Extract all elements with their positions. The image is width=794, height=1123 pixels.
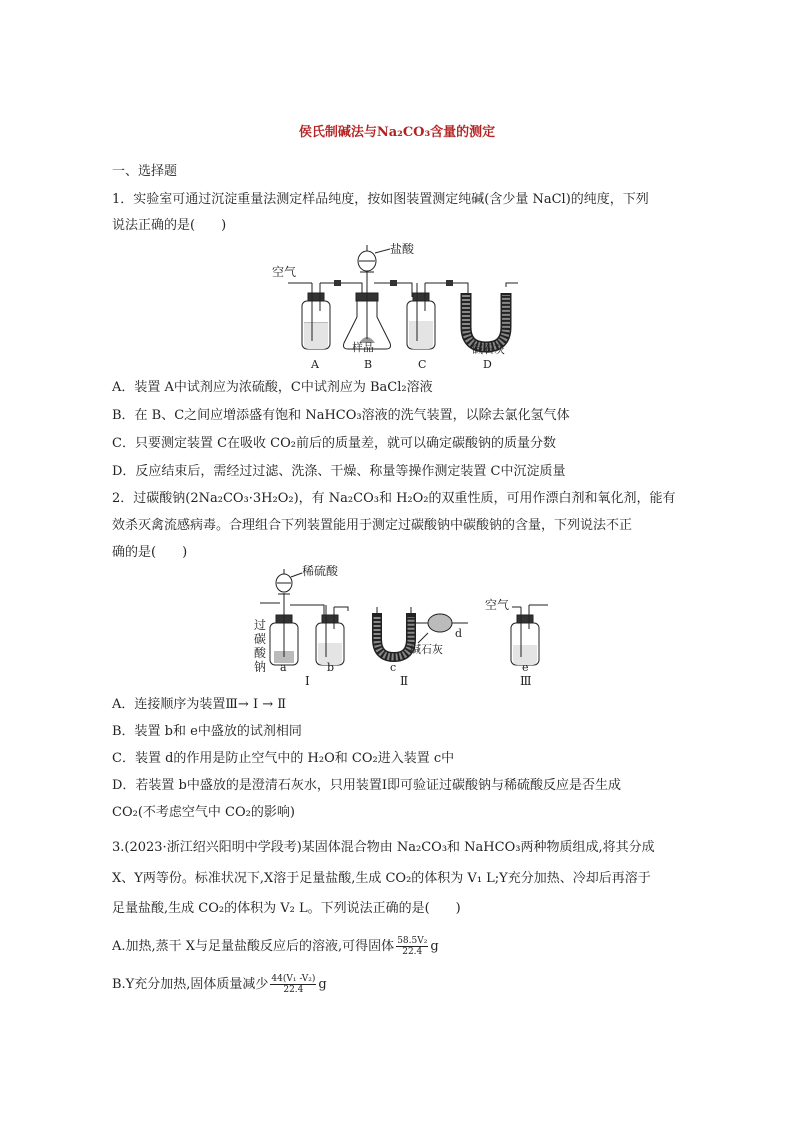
label-c: c bbox=[390, 661, 397, 674]
set-3-label: Ⅲ bbox=[520, 674, 532, 688]
acid-label: 稀硫酸 bbox=[302, 565, 339, 578]
q3-option-a bbox=[112, 936, 439, 957]
bottle-e bbox=[511, 605, 548, 665]
q2-option-b: B．装置 b和 e中盛放的试剂相同 bbox=[112, 724, 302, 739]
label-a: A bbox=[311, 358, 319, 371]
q3-option-b bbox=[112, 974, 327, 995]
label-d: d bbox=[455, 627, 463, 640]
q2-option-d-line1: D．若装置 b中盛放的是澄清石灰水，只用装置Ⅰ即可验证过碳酸钠与稀硫酸反应是否生成 bbox=[112, 778, 622, 793]
u-tube-c bbox=[377, 607, 411, 657]
air-label: 空气 bbox=[272, 265, 297, 279]
q3-option-b-text: B.Y充分加热,固体质量减少 bbox=[112, 977, 269, 992]
q2-stem-line1: 2．过碳酸钠(2Na₂CO₃·3H₂O₂)，有 Na₂CO₃和 H₂O₂的双重性质，可用作漂白剂和氧化剂，能有 bbox=[112, 491, 676, 506]
air-label: 空气 bbox=[485, 598, 510, 612]
bottle-c bbox=[407, 283, 435, 349]
section-heading: 一、选择题 bbox=[112, 164, 178, 179]
fraction-denominator: 22.4 bbox=[283, 985, 304, 995]
q3-stem-line2: X、Y两等份。标准状况下,X溶于足量盐酸,生成 CO₂的体积为 V₁ L;Y充分加热、冷却后再溶于 bbox=[112, 871, 651, 886]
q2-apparatus-figure bbox=[250, 565, 560, 690]
flask-b bbox=[344, 245, 391, 349]
bottle-a-with-funnel bbox=[260, 569, 324, 665]
q1-stem-line1: 1．实验室可通过沉淀重量法测定样品纯度，按如图装置测定纯碱(含少量 NaCl)的纯度，下列 bbox=[112, 192, 649, 207]
label-a: a bbox=[280, 661, 287, 674]
sample-label-4: 钠 bbox=[254, 660, 267, 674]
q2-option-c: C．装置 d的作用是防止空气中的 H₂O和 CO₂进入装置 c中 bbox=[112, 751, 455, 766]
q2-stem-line2: 效杀灭禽流感病毒。合理组合下列装置能用于测定过碳酸钠中碳酸钠的含量，下列说法不正 bbox=[112, 518, 633, 533]
q1-option-c: C．只要测定装置 C在吸收 CO₂前后的质量差，就可以确定碳酸钠的质量分数 bbox=[112, 436, 556, 451]
fraction-numerator: 58.5V₂ bbox=[397, 936, 428, 946]
q1-option-d: D．反应结束后，需经过过滤、洗涤、干燥、称量等操作测定装置 C中沉淀质量 bbox=[112, 464, 566, 479]
q1-apparatus-figure bbox=[262, 243, 532, 373]
acid-label: 盐酸 bbox=[390, 243, 415, 256]
q2-option-d-line2: CO₂(不考虑空气中 CO₂的影响) bbox=[112, 805, 295, 820]
label-d: D bbox=[483, 358, 492, 371]
fraction-numerator: 44(V₁ -V₂) bbox=[271, 974, 316, 984]
set-2-label: Ⅱ bbox=[400, 674, 409, 688]
q3-option-a-text: A.加热,蒸干 X与足量盐酸反应后的溶液,可得固体 bbox=[112, 939, 395, 954]
q1-stem-line2: 说法正确的是( ) bbox=[112, 218, 227, 233]
label-b: B bbox=[364, 358, 373, 371]
sample-label-3: 酸 bbox=[254, 646, 267, 660]
q3-stem-line1: 3.(2023·浙江绍兴阳明中学段考)某固体混合物由 Na₂CO₃和 NaHCO₃两种物质组成,将其分成 bbox=[112, 840, 655, 855]
soda-lime-label: 碱石灰 bbox=[472, 343, 505, 356]
bottle-a bbox=[302, 283, 330, 349]
u-tube-d bbox=[466, 283, 518, 347]
q3-option-a-fraction bbox=[396, 936, 428, 957]
sample-label-2: 碳 bbox=[254, 632, 267, 646]
label-e: e bbox=[522, 661, 529, 674]
unit: g bbox=[318, 977, 327, 992]
q2-stem-line3: 确的是( ) bbox=[112, 545, 188, 560]
soda-lime-label: 碱石灰 bbox=[410, 643, 443, 656]
label-c: C bbox=[418, 358, 427, 371]
bottle-b bbox=[316, 605, 348, 665]
unit: g bbox=[430, 939, 439, 954]
page-title: 侯氏制碱法与Na₂CO₃含量的测定 bbox=[298, 125, 496, 140]
sample-label-1: 过 bbox=[254, 618, 267, 632]
q1-option-b: B．在 B、C之间应增添盛有饱和 NaHCO₃溶液的洗气装置，以除去氯化氢气体 bbox=[112, 408, 570, 423]
set-1-label: Ⅰ bbox=[305, 674, 310, 688]
fraction-denominator: 22.4 bbox=[402, 947, 423, 957]
q1-option-a: A．装置 A中试剂应为浓硫酸，C中试剂应为 BaCl₂溶液 bbox=[112, 380, 433, 395]
sample-label: 样品 bbox=[352, 341, 374, 354]
q2-option-a: A．连接顺序为装置Ⅲ→ Ⅰ → Ⅱ bbox=[112, 697, 287, 712]
q3-stem-line3: 足量盐酸,生成 CO₂的体积为 V₂ L。下列说法正确的是( ) bbox=[112, 901, 461, 916]
label-b: b bbox=[327, 661, 335, 674]
q3-option-b-fraction bbox=[270, 974, 316, 995]
